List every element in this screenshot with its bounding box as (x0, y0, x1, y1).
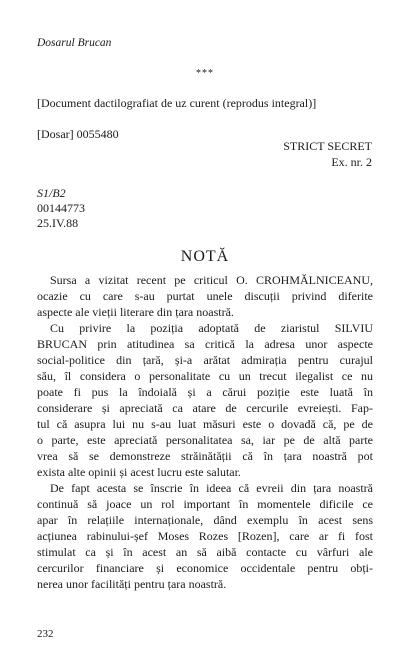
dossier-number: [Dosar] 0055480 (37, 127, 119, 141)
registration-number: 00144773 (37, 201, 85, 215)
text-line: social-politice din țară, și-a arătat admirația pentru curajul (37, 353, 373, 367)
paragraph (37, 320, 373, 480)
text-line: exista alte opinii și acest lucru este salutar. (37, 465, 241, 479)
text-line: De fapt acesta se înscrie în ideea că evreii din țara noastră (50, 481, 373, 495)
text-line: Sursa a vizitat recent pe criticul O. CROHMĂLNICEANU, (50, 273, 373, 287)
text-line: considerare și apreciată ca atare de cercurile evreiești. Fap- (37, 401, 373, 415)
text-line: nerea unor facilități pentru țara noastră. (37, 577, 227, 591)
text-line: apar în relațiile internaționale, dând exemplu în acest sens (37, 513, 373, 527)
classification-block (283, 138, 372, 170)
paragraph (37, 272, 373, 320)
text-line: cercurilor financiare și economice occidentale pentru obți- (37, 561, 373, 575)
text-line: ocazie cu care s-au purtat unele discuții privind diferite (37, 289, 373, 303)
classification-label: STRICT SECRET (283, 139, 372, 153)
text-line: tul că asupra lui nu s-au luat măsuri este o dovadă că, pe de (37, 417, 373, 431)
text-line: continuă să joace un rol important în momentele dificile ce (37, 497, 373, 511)
reference-block (37, 186, 85, 231)
copy-number: Ex. nr. 2 (331, 155, 372, 169)
running-header: Dosarul Brucan (37, 37, 112, 49)
document-type-note: [Document dactilografiat de uz curent (reprodus integral)] (37, 96, 317, 110)
text-line: BRUCAN prin atitudinea sa critică la adresa unor aspecte (37, 337, 373, 351)
section-separator: *** (196, 68, 214, 79)
text-line: stimulat ca și în acest an să aibă contacte cu vârfuri ale (37, 545, 373, 559)
document-date: 25.IV.88 (37, 216, 79, 230)
text-line: său, îl considera o personalitate cu un trecut ilegalist ce nu (37, 369, 373, 383)
paragraph (37, 480, 373, 592)
note-title: NOTĂ (180, 248, 230, 265)
text-line: poate fi pus la îndoială și a cărui poziție este luată în (37, 385, 373, 399)
text-line: vrea să se demonstreze străinătății că în țara noastră pot (37, 449, 373, 463)
text-line: o parte, este apreciată personalitatea sa, iar pe de altă parte (37, 433, 373, 447)
text-line: aspecte ale vieții literare din țara noastră. (37, 305, 234, 319)
source-code: S1/B2 (37, 186, 66, 200)
note-body (37, 272, 373, 592)
text-line: acțiunea rabinului-șef Moses Rozes [Rozen], care ar fi fost (37, 529, 373, 543)
text-line: Cu privire la poziția adoptată de ziaristul SILVIU (50, 321, 373, 335)
page-number: 232 (37, 628, 54, 640)
